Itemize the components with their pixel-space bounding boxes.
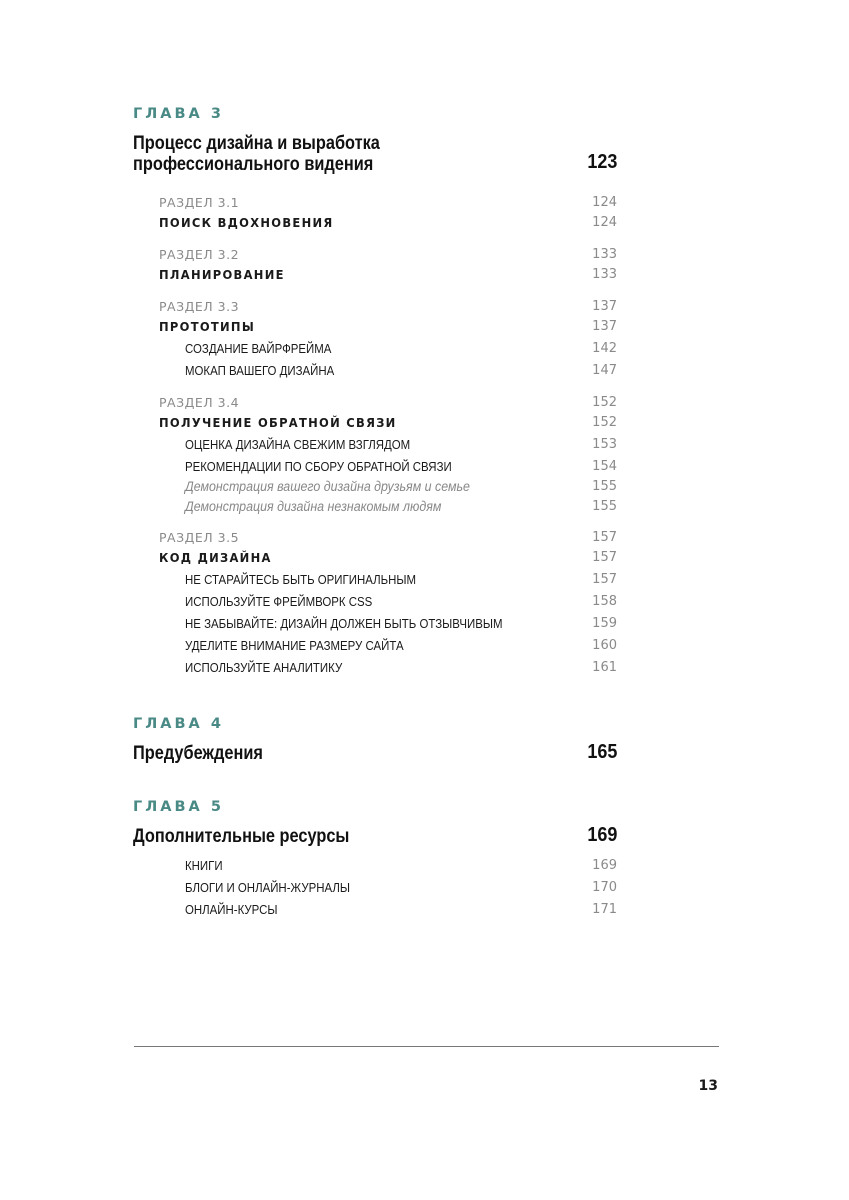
chapter-4-title[interactable]: Предубеждения: [133, 743, 263, 764]
section-3-4-title[interactable]: ПОЛУЧЕНИЕ ОБРАТНОЙ СВЯЗИ: [159, 415, 397, 430]
section-3-5-label-page: 157: [592, 530, 617, 545]
toc-item-blogs[interactable]: БЛОГИ И ОНЛАЙН-ЖУРНАЛЫ: [185, 880, 350, 895]
toc-item-css-framework[interactable]: ИСПОЛЬЗУЙТЕ ФРЕЙМВОРК CSS: [185, 594, 373, 609]
toc-item-friends-family[interactable]: Демонстрация вашего дизайна друзьям и семье: [185, 479, 470, 494]
chapter-4-label: ГЛАВА 4: [133, 716, 224, 732]
section-3-2-label: РАЗДЕЛ 3.2: [159, 247, 240, 262]
section-3-4-label-page: 152: [592, 395, 617, 410]
toc-item-not-original[interactable]: НЕ СТАРАЙТЕСЬ БЫТЬ ОРИГИНАЛЬНЫМ: [185, 572, 417, 587]
chapter-3-title-line1[interactable]: Процесс дизайна и выработка: [133, 133, 380, 154]
section-3-2-title[interactable]: ПЛАНИРОВАНИЕ: [159, 267, 285, 282]
section-3-3-label-page: 137: [592, 299, 617, 314]
toc-item-friends-family-page: 155: [592, 479, 617, 494]
section-3-1-label-page: 124: [592, 195, 617, 210]
toc-item-analytics-page: 161: [592, 660, 617, 675]
toc-item-books[interactable]: КНИГИ: [185, 858, 223, 873]
footer-divider: [134, 1046, 719, 1047]
section-3-3-title-page: 137: [592, 319, 617, 334]
toc-item-strangers[interactable]: Демонстрация дизайна незнакомым людям: [185, 499, 442, 514]
toc-item-not-original-page: 157: [592, 572, 617, 587]
chapter-5-label: ГЛАВА 5: [133, 799, 224, 815]
chapter-4-page: 165: [586, 741, 617, 763]
toc-item-strangers-page: 155: [592, 499, 617, 514]
toc-item-responsive-page: 159: [592, 616, 617, 631]
toc-item-fresh-look[interactable]: ОЦЕНКА ДИЗАЙНА СВЕЖИМ ВЗГЛЯДОМ: [185, 437, 411, 452]
section-3-2-title-page: 133: [592, 267, 617, 282]
section-3-2-label-page: 133: [592, 247, 617, 262]
toc-item-css-framework-page: 158: [592, 594, 617, 609]
section-3-5-title-page: 157: [592, 550, 617, 565]
chapter-3-title-line2[interactable]: профессионального видения: [133, 154, 374, 175]
toc-item-wireframe[interactable]: СОЗДАНИЕ ВАЙРФРЕЙМА: [185, 341, 332, 356]
section-3-1-title-page: 124: [592, 215, 617, 230]
toc-item-responsive[interactable]: НЕ ЗАБЫВАЙТЕ: ДИЗАЙН ДОЛЖЕН БЫТЬ ОТЗЫВЧИВЫМ: [185, 616, 503, 631]
toc-item-courses-page: 171: [592, 902, 617, 917]
toc-item-blogs-page: 170: [592, 880, 617, 895]
toc-item-site-size[interactable]: УДЕЛИТЕ ВНИМАНИЕ РАЗМЕРУ САЙТА: [185, 638, 404, 653]
section-3-3-title[interactable]: ПРОТОТИПЫ: [159, 319, 256, 334]
chapter-5-page: 169: [586, 824, 617, 846]
chapter-3-label: ГЛАВА 3: [133, 106, 224, 122]
chapter-5-title[interactable]: Дополнительные ресурсы: [133, 826, 350, 847]
section-3-3-label: РАЗДЕЛ 3.3: [159, 299, 240, 314]
toc-item-feedback-tips-page: 154: [592, 459, 617, 474]
toc-item-courses[interactable]: ОНЛАЙН-КУРСЫ: [185, 902, 278, 917]
toc-item-wireframe-page: 142: [592, 341, 617, 356]
section-3-4-label: РАЗДЕЛ 3.4: [159, 395, 240, 410]
toc-item-mockup-page: 147: [592, 363, 617, 378]
chapter-3-page: 123: [586, 151, 617, 173]
section-3-1-title[interactable]: ПОИСК ВДОХНОВЕНИЯ: [159, 215, 334, 230]
toc-item-site-size-page: 160: [592, 638, 617, 653]
toc-item-analytics[interactable]: ИСПОЛЬЗУЙТЕ АНАЛИТИКУ: [185, 660, 343, 675]
toc-item-mockup[interactable]: МОКАП ВАШЕГО ДИЗАЙНА: [185, 363, 335, 378]
section-3-1-label: РАЗДЕЛ 3.1: [159, 195, 240, 210]
toc-item-fresh-look-page: 153: [592, 437, 617, 452]
section-3-5-title[interactable]: КОД ДИЗАЙНА: [159, 550, 272, 565]
section-3-4-title-page: 152: [592, 415, 617, 430]
toc-item-feedback-tips[interactable]: РЕКОМЕНДАЦИИ ПО СБОРУ ОБРАТНОЙ СВЯЗИ: [185, 459, 452, 474]
section-3-5-label: РАЗДЕЛ 3.5: [159, 530, 240, 545]
toc-item-books-page: 169: [592, 858, 617, 873]
page-number: 13: [698, 1078, 718, 1094]
